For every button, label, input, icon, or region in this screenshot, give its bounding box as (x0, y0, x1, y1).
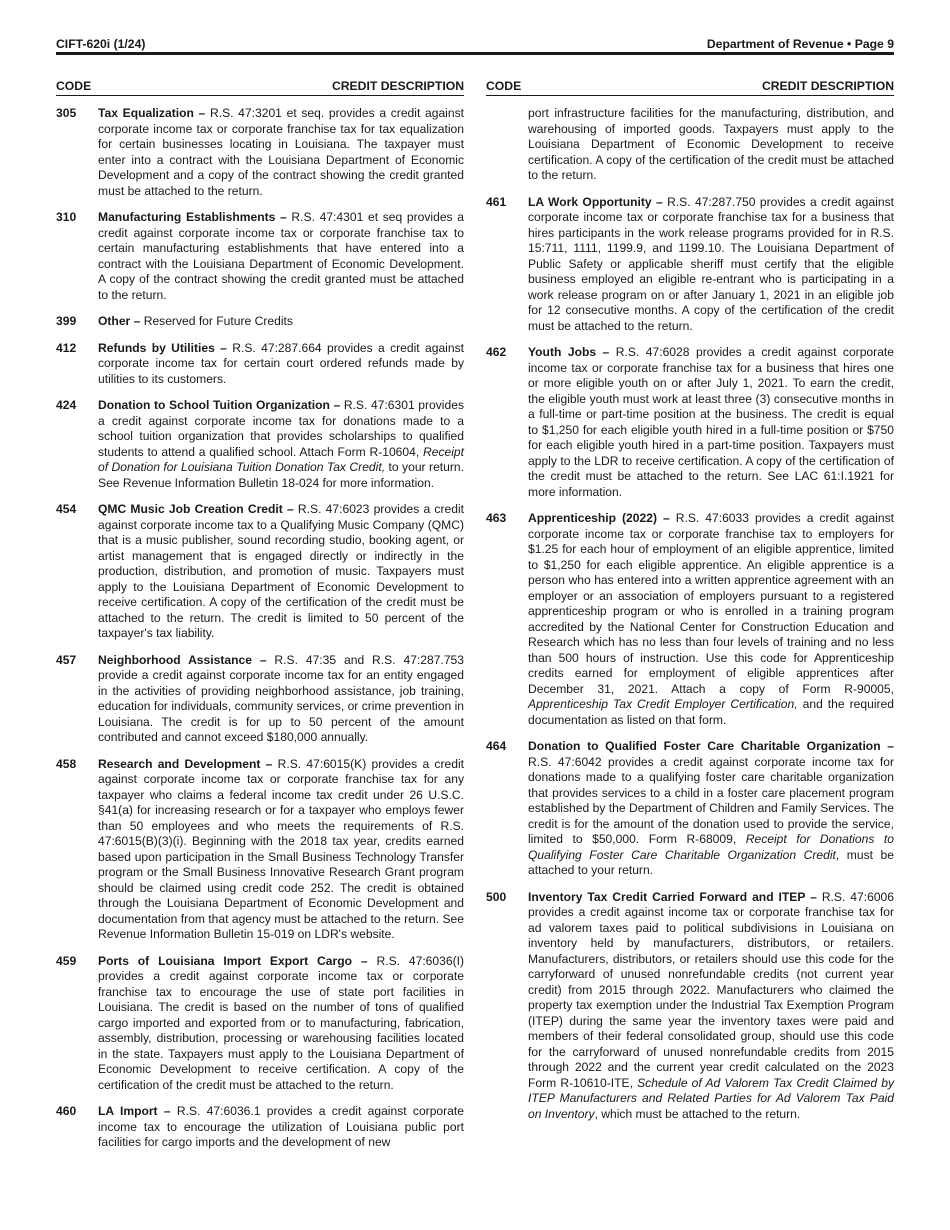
header-rule (56, 52, 894, 55)
credit-code: 457 (56, 652, 77, 667)
credit-text: Reserved for Future Credits (140, 314, 293, 328)
credit-entry-500 (486, 890, 894, 1123)
credit-text: R.S. 47:6036(I) provides a credit against corporate income tax or corporate franchise tax to encourage the use of state port facilities in Louisiana. The credit is based on the number of tons of qualified cargo imported and exported from or to manufacturing, fabrication, assembly, distribution, processing or warehousing facilities located in the state. Taxpayers must apply to the Louisiana Department of Economic Development to receive certification. A copy of the certification of the credit must be attached to the return. (98, 953, 465, 1092)
credit-title: Donation to School Tuition Organization – (98, 398, 341, 412)
credit-text: R.S. 47:4301 et seq provides a credit against corporate income tax or corporate franchise tax to certain manufacturing establishments that have entered into a contract with the Louisiana Department of Economic Development. A copy of the contract showing the credit granted must be attached to the return. (98, 210, 464, 302)
description-column-label: CREDIT DESCRIPTION (761, 79, 894, 93)
credit-title: LA Work Opportunity – (528, 194, 663, 209)
credit-code: 459 (56, 953, 77, 968)
credit-text-continued: port infrastructure facilities for the manufacturing, distribution, and warehousing of imported goods. Taxpayers must apply to the Louisiana Department of Economic Development to receive certification. A copy of the certification of the credit must be attached to the return. (528, 106, 894, 182)
credit-entry-460 (56, 1104, 464, 1151)
credit-text: R.S. 47:6033 provides a credit against corporate income tax or corporate franchise tax to employers for $1.25 for each hour of employment of an eligible apprentice, limited to $1,250 for each eligible apprentice. An eligible apprentice is a person who has entered into a written apprentice agreement with an employer or an association of employers pursuant to a registered apprenticeship program or who is enrolled in a training program accredited by the National Center for Construction Education and Research which has no less than four levels of training and no less than 500 hours of instruction. Use this code for Apprenticeship credits earned for employment of eligible apprentices after December 31, 2021. Attach a copy of Form R-90005, (528, 511, 895, 696)
credit-description (98, 1104, 464, 1151)
credit-entry-454 (56, 502, 464, 642)
left-column (56, 79, 464, 1162)
credit-text: R.S. 47:35 and R.S. 47:287.753 provide a credit against corporate income tax for an entity engaged in the activities of providing neighborhood assistance, job training, education for individuals, community services, or crime prevention in Louisiana. The credit is for up to 50 percent of the amount contributed and cannot exceed $180,000 annually. (98, 652, 464, 744)
credit-entry-424 (56, 398, 464, 491)
credit-text: , which must be attached to the return. (594, 1106, 801, 1121)
credit-title: Other – (98, 314, 141, 328)
credit-text: R.S. 47:6023 provides a credit against corporate income tax to a Qualifying Music Company (QMC) that is a music publisher, sound recording studio, booking agent, or artist management that is engaged directly or indirectly in the production, distribution, and promotion of music. Taxpayers must apply to the Louisiana Department of Economic Development to receive certification. A copy of the certification of the credit must be attached to the return. The credit is limited to 50 percent of the taxpayer's tax liability. (98, 502, 464, 640)
form-id: CIFT-620i (1/24) (56, 37, 146, 51)
credit-code: 461 (486, 194, 507, 209)
credit-title: LA Import – (98, 1104, 171, 1118)
credit-entry-463 (486, 511, 894, 728)
credit-title: Manufacturing Establishments – (98, 210, 287, 224)
credit-text: R.S. 47:6036.1 provides a credit against corporate income tax to encourage the utilization of Louisiana public port facilities for cargo imports and the development of new (98, 1104, 464, 1149)
credit-description (528, 195, 894, 335)
credit-title: Neighborhood Assistance – (98, 652, 267, 667)
credit-entry-305 (56, 106, 464, 199)
code-column-label: CODE (486, 79, 522, 93)
credit-description (528, 345, 894, 500)
credit-title: Refunds by Utilities – (98, 340, 227, 355)
credit-code: 500 (486, 889, 507, 904)
credit-text: and the required documentation as listed on that form. (528, 697, 894, 727)
credit-description (98, 954, 464, 1094)
credit-entry-458 (56, 757, 464, 943)
credit-description (98, 502, 464, 642)
credit-entry-462 (486, 345, 894, 500)
page-header (56, 34, 894, 54)
credit-code: 458 (56, 756, 77, 771)
credit-entry-399 (56, 314, 464, 330)
credit-entry-461 (486, 195, 894, 335)
credit-code: 462 (486, 345, 507, 359)
form-title: Apprenticeship Tax Credit Employer Certification, (528, 697, 798, 711)
column-header (486, 79, 894, 96)
credit-description (528, 739, 894, 879)
credit-text: R.S. 47:287.664 provides a credit against corporate income tax for certain court ordered refunds made by utilities to its customers. (98, 340, 465, 386)
credit-text: R.S. 47:6006 provides a credit against income tax or corporate franchise tax for ad valorem taxes paid to political subdivisions in Louisiana on inventory held by manufacturers, distributors, or retailers. Manufacturers, distributors, or retailers should use this code for the carryforward of unused nonrefundable credits (not current year credit) from 2015 through 2022. Manufacturers who claimed the property tax exemption under the Industrial Tax Exemption Program (ITEP) during the same year the inventory taxes were paid and members of their federal consolidated group, should use this code for the carryforward of unused nonrefundable credits from 2015 through 2022 and the current year credit calculated on the 2023 Form R-10610-ITE, (528, 889, 894, 1090)
credit-entry-464 (486, 739, 894, 879)
credit-description (98, 106, 464, 199)
credit-code: 424 (56, 398, 77, 412)
credit-title: Research and Development – (98, 756, 273, 771)
credit-entry-459 (56, 954, 464, 1094)
credit-entry-310 (56, 210, 464, 303)
credit-code: 310 (56, 210, 77, 224)
credit-code: 305 (56, 106, 77, 120)
credit-title: Ports of Louisiana Import Export Cargo – (98, 953, 368, 968)
credit-code: 454 (56, 502, 77, 516)
credit-text: R.S. 47:6042 provides a credit against corporate income tax for donations made to a qualifying foster care charitable organization that provides services to a child in a foster care placement program established by the Department of Children and Family Services. The credit is for the amount of the donation used to provide the service, limited to $50,000. Form R-68009, (528, 754, 894, 846)
credit-description (98, 653, 464, 746)
credit-text: R.S. 47:3201 et seq. provides a credit against corporate income tax or corporate franchise tax for tax equalization for certain businesses locating in Louisiana. The taxpayer must enter into a contract with the Louisiana Department of Economic Development and a copy of the contract showing the credit granted must be attached to the return. (98, 106, 465, 198)
credit-text: R.S. 47:6028 provides a credit against corporate income tax or corporate franchise tax for a business that hires one or more eligible youth on or after July 1, 2021. To earn the credit, the eligible youth must work at least three (3) consecutive months in a full-time or part-time position at the business. The credit is equal to $1,250 for each eligible youth hired in a full-time position or $750 for each eligible youth hired in a part-time position. Taxpayers must apply to the LDR to receive certification. A copy of the certification of the credit must be attached to the return. See LAC 61:I.1921 for more information. (528, 345, 895, 499)
credit-description (98, 757, 464, 943)
credit-description (528, 890, 894, 1123)
credit-description (98, 210, 464, 303)
credit-text: R.S. 47:287.750 provides a credit against corporate income tax or corporate franchise tax for a business that hires participants in the work release programs provided for in R.S. 15:711, 1111, 1199.9, and 1199.10. The Louisiana Department of Public Safety or applicable sheriff must certify that the eligible business employed an eligible re-entrant who is participating in a work release program on or after January 1, 2021 in an eligible job for 12 consecutive months. A copy of the certification of the credit must be attached to the return. (528, 194, 894, 333)
credit-title: Apprenticeship (2022) – (528, 511, 670, 525)
credit-entry-460-continued (486, 106, 894, 184)
form-title: Receipt of Donation for Louisiana Tuition Donation Tax Credit, (98, 444, 464, 474)
credit-code: 463 (486, 511, 507, 525)
credit-description (98, 341, 464, 388)
credit-entry-412 (56, 341, 464, 388)
credit-title: Tax Equalization – (98, 106, 206, 120)
form-title: Receipt for Donations to Qualifying Foster Care Charitable Organization Credit (528, 832, 894, 862)
code-column-label: CODE (56, 79, 92, 93)
credit-code: 460 (56, 1104, 77, 1118)
credit-description (528, 511, 894, 728)
credit-title: QMC Music Job Creation Credit – (98, 502, 294, 516)
credit-title: Inventory Tax Credit Carried Forward and ITEP – (528, 889, 817, 904)
credit-title: Donation to Qualified Foster Care Charitable Organization – (528, 739, 894, 753)
credit-description (98, 398, 464, 491)
credit-text: R.S. 47:6015(K) provides a credit against corporate income tax or corporate franchise tax for any taxpayer who claims a federal income tax credit under 26 U.S.C. §41(a) for increasing research or for a taxpayer who employs fewer than 50 employees and who meets the requirements of R.S. 47:6015(B)(3)(i). Beginning with the 2018 tax year, credits earned based upon participation in the Small Business Technology Transfer program or the Small Business Innovative Research Grant program should be claimed using credit code 252. The credit is obtained through the Louisiana Department of Economic Development and documentation from that agency must be attached to the return. See Revenue Information Bulletin 15-019 on LDR's website. (98, 756, 464, 941)
credit-code: 399 (56, 314, 77, 328)
credit-description (98, 314, 464, 330)
page-label: Department of Revenue • Page 9 (706, 37, 894, 51)
description-column-label: CREDIT DESCRIPTION (331, 79, 464, 93)
credit-title: Youth Jobs – (528, 345, 610, 359)
credit-entry-457 (56, 653, 464, 746)
credit-text: R.S. 47:6301 provides a credit against corporate income tax for donations made to a school tuition organization that provides scholarships to qualified students to attend a qualified school. Attach Form R-10604, (98, 398, 464, 459)
credit-text: , must be attached to your return. (528, 847, 894, 877)
credit-text: to your return. See Revenue Information Bulletin 18-024 for more information. (98, 460, 464, 490)
form-title: Schedule of Ad Valorem Tax Credit Claimed by ITEP Manufacturers and Related Parties for Ad Valorem Tax Paid on Inventory (528, 1075, 895, 1121)
column-header (56, 79, 464, 96)
credit-code: 412 (56, 340, 77, 355)
right-column (486, 79, 894, 1133)
credit-code: 464 (486, 739, 507, 753)
